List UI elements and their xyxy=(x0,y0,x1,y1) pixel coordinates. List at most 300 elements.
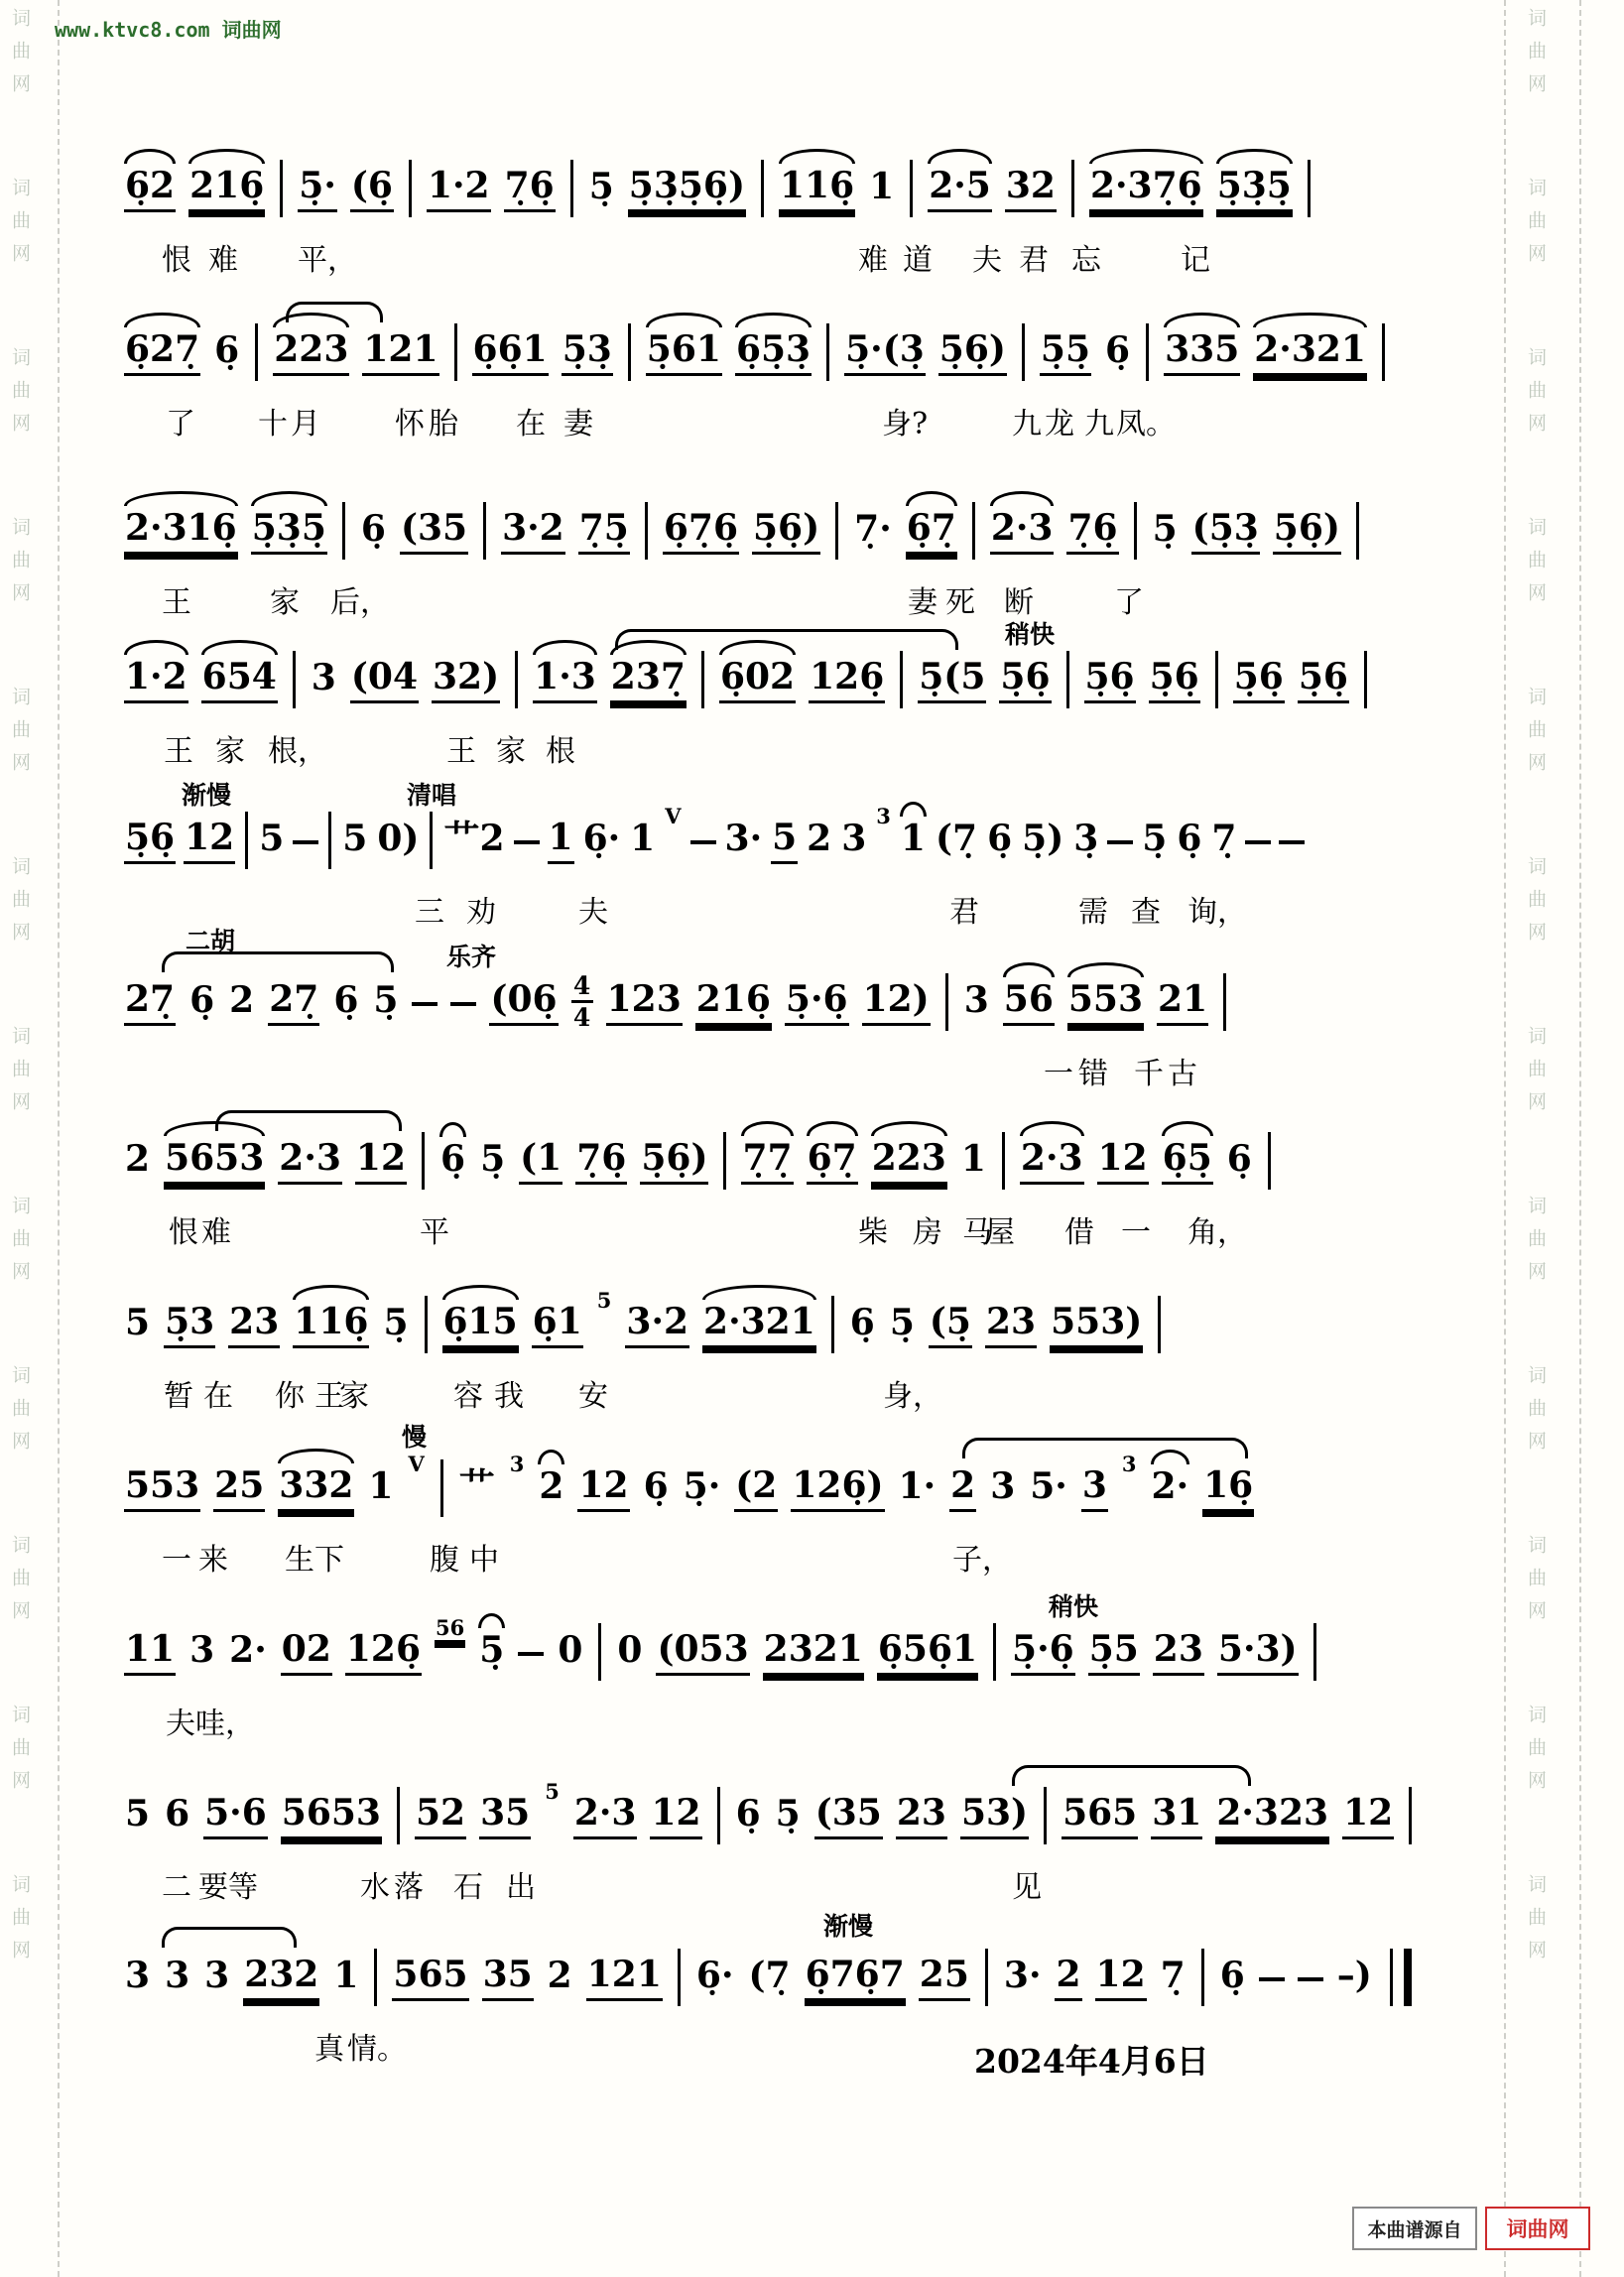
note-token: 3 xyxy=(1081,1465,1108,1512)
note-token: 7̣6̣ xyxy=(1066,508,1118,555)
note-token: 5̣6̣) xyxy=(752,508,820,555)
note-token: 5̣3 xyxy=(164,1302,215,1348)
lyric-syllable: 下 xyxy=(314,1543,344,1578)
note-token: 2·3 xyxy=(990,508,1055,555)
duration-dash xyxy=(518,1652,544,1656)
note-token: (053 xyxy=(656,1629,749,1676)
watermark-column-left: 词曲网 词曲网 词曲网 词曲网 词曲网 词曲网 词曲网 词曲网 词曲网 词曲网 词曲网 词曲网 xyxy=(9,8,31,2044)
time-signature-upper: 4 xyxy=(572,970,591,1000)
note-token: 3 xyxy=(841,818,867,859)
note-token: 5̣ xyxy=(478,1630,505,1674)
note-token: 5̣ xyxy=(889,1302,915,1343)
tempo-mark: 渐慢 xyxy=(823,1912,874,1941)
note-token: 126̣ xyxy=(345,1629,422,1676)
duration-dash xyxy=(1107,840,1133,844)
lyric-syllable: 安 xyxy=(578,1379,608,1414)
note-token: 3 xyxy=(189,1629,215,1671)
note-token: 3 xyxy=(311,657,336,698)
music-system xyxy=(124,1424,1414,1582)
barline xyxy=(1382,323,1385,381)
note-token: 23 xyxy=(228,1302,280,1348)
note-token: 223 xyxy=(273,329,349,376)
music-system xyxy=(124,1913,1414,2072)
barline xyxy=(570,160,573,217)
note-token: 6̣7̣ xyxy=(807,1138,858,1185)
barline xyxy=(1409,1787,1412,1844)
slur-arc xyxy=(735,313,812,327)
note-token: (04 xyxy=(350,657,419,703)
note-token: 5̣6̣ xyxy=(1084,657,1136,703)
note-token: 5 xyxy=(259,818,285,859)
note-token: 1 xyxy=(900,819,927,862)
lyric-syllable: 平， xyxy=(298,243,357,278)
slur-arc xyxy=(1089,149,1203,164)
slur-arc xyxy=(293,1285,369,1300)
note-token: 02 xyxy=(281,1629,332,1676)
note-token: 5̣6̣ xyxy=(124,818,176,864)
lyric-syllable: 需 xyxy=(1078,895,1108,930)
lyric-syllable: 家 xyxy=(215,734,245,769)
note-token: 216̣ xyxy=(188,166,265,212)
notation-row xyxy=(124,1949,1412,2006)
lyric-syllable: 胎 xyxy=(429,407,458,442)
lyric-syllable: 一 xyxy=(162,1543,191,1578)
lyric-syllable: 情。 xyxy=(347,2032,407,2067)
note-token: 2321 xyxy=(763,1629,864,1676)
note-token: 23 xyxy=(985,1302,1037,1348)
slur-arc xyxy=(478,1613,505,1628)
note-token: (35 xyxy=(814,1793,883,1839)
note-token: 123 xyxy=(606,979,683,1026)
barline xyxy=(1044,1787,1047,1844)
note-token: 35 xyxy=(479,1793,531,1839)
note-token: 6̣ xyxy=(849,1302,875,1343)
lyric-syllable: 千 xyxy=(1134,1057,1164,1091)
lyric-syllable: 柴 xyxy=(858,1215,888,1250)
duration-dash xyxy=(450,1002,476,1006)
note-token: 6̣5̣3̣ xyxy=(735,329,812,376)
barline xyxy=(1158,1296,1161,1353)
slur-arc xyxy=(442,1285,519,1300)
note-token: 126̣) xyxy=(791,1465,884,1512)
note-token: 2·5 xyxy=(928,166,992,212)
lyric-syllable: 月 xyxy=(291,407,320,442)
duration-dash xyxy=(1279,840,1305,844)
barline xyxy=(761,160,764,217)
note-token: 6̣ xyxy=(214,329,240,371)
phrase-slur-arc xyxy=(962,1438,1248,1458)
notation-row xyxy=(124,502,1361,560)
slur-arc xyxy=(538,1450,564,1464)
note-token: 332 xyxy=(278,1465,354,1512)
note-token: 6̣76̣7 xyxy=(805,1955,906,2001)
lyric-syllable: 马 xyxy=(962,1215,992,1250)
note-token: 7̣ xyxy=(1160,1955,1186,1996)
note-token: 6̣ xyxy=(439,1139,466,1183)
lyric-syllable: 君 xyxy=(1019,243,1049,278)
note-token: 6̣ xyxy=(1177,818,1202,859)
lyric-syllable: 恨 xyxy=(169,1215,198,1250)
music-system xyxy=(124,615,1414,774)
note-token: 237̣ xyxy=(610,657,687,703)
note-token: 6̣15 xyxy=(442,1302,519,1348)
note-token: 12 xyxy=(1097,1138,1149,1185)
site-badge-link[interactable]: 词曲网 xyxy=(1485,2207,1590,2250)
barline xyxy=(328,812,331,869)
note-token: 2·323 xyxy=(1215,1793,1329,1839)
slur-arc xyxy=(278,1449,354,1463)
lyric-syllable: 断 xyxy=(1004,585,1034,620)
lyric-syllable: 身? xyxy=(882,407,929,442)
note-token: 5̣(5 xyxy=(918,657,986,703)
note-token: 5̣6̣) xyxy=(640,1138,708,1185)
barline xyxy=(280,160,283,217)
note-token: 553 xyxy=(1067,979,1144,1026)
note-token: 5653 xyxy=(164,1138,265,1185)
slur-arc xyxy=(928,149,992,164)
notation-row xyxy=(124,970,1228,1032)
note-token: (5̣3̣ xyxy=(1191,508,1260,555)
lyric-syllable: 二 xyxy=(162,1870,191,1905)
note-token: 2·37̣6̣ xyxy=(1089,166,1203,212)
lyric-syllable: 凤。 xyxy=(1116,407,1176,442)
note-token: 5̣6̣) xyxy=(938,329,1007,376)
note-token: 7̣6̣ xyxy=(575,1138,627,1185)
note-token: 3· xyxy=(724,818,763,859)
lyric-syllable: 哇， xyxy=(195,1707,255,1741)
site-url-link[interactable]: www.ktvc8.com 词曲网 xyxy=(55,18,282,42)
note-token: 1·2 xyxy=(124,657,188,703)
note-token: 6̣2 xyxy=(124,166,176,212)
lyric-syllable: 子， xyxy=(952,1543,1012,1578)
note-token: 553 xyxy=(124,1465,200,1512)
note-token: (6̣ xyxy=(350,166,394,212)
note-token: 7̣ xyxy=(1211,818,1237,859)
note-token: 5·6 xyxy=(203,1793,268,1839)
note-token: 2· xyxy=(1151,1466,1190,1510)
dashed-border-right-inner xyxy=(1504,0,1506,2277)
barline xyxy=(1134,502,1137,560)
note-token: 2·321 xyxy=(702,1302,816,1348)
note-token: 12 xyxy=(355,1138,407,1185)
lyric-syllable: 难 xyxy=(208,243,238,278)
barline xyxy=(1313,1623,1316,1681)
note-token: 232 xyxy=(243,1955,319,2001)
grace-note-token: 5 xyxy=(545,1779,560,1804)
note-token: 0) xyxy=(377,818,420,859)
note-token: 2·316̣ xyxy=(124,508,238,555)
lyric-syllable: 平 xyxy=(420,1215,449,1250)
note-token: 6̣· xyxy=(582,818,621,859)
note-token: 27̣ xyxy=(124,979,176,1026)
note-token: 12 xyxy=(1095,1955,1147,2001)
barline xyxy=(1071,160,1074,217)
barline xyxy=(831,1296,834,1353)
note-token: 2·3 xyxy=(278,1138,342,1185)
barline xyxy=(717,1787,720,1844)
note-token: 2·3 xyxy=(1020,1138,1084,1185)
note-token: 5̣6̣ xyxy=(1233,657,1285,703)
lyric-syllable: 家 xyxy=(496,734,526,769)
note-token: (5̣ xyxy=(929,1302,972,1348)
barline xyxy=(430,812,433,869)
note-token: 126̣ xyxy=(809,657,885,703)
lyric-syllable: 真 xyxy=(314,2032,344,2067)
slur-arc xyxy=(251,491,327,506)
note-token: 25 xyxy=(919,1955,970,2001)
phrase-slur-arc xyxy=(162,1927,297,1948)
note-token: 32) xyxy=(432,657,500,703)
duration-dash xyxy=(1259,1977,1285,1981)
barline xyxy=(1022,323,1025,381)
notation-row xyxy=(124,1452,1254,1517)
duration-dash xyxy=(514,840,540,844)
note-token: 1·3 xyxy=(533,657,597,703)
note-token: 3̣ xyxy=(1073,818,1099,859)
lyric-syllable: 劝 xyxy=(466,895,496,930)
slur-arc xyxy=(807,1121,858,1136)
note-token: 2 xyxy=(547,1955,572,1996)
notation-row xyxy=(124,1615,1318,1681)
phrase-slur-arc xyxy=(162,951,394,972)
note-token: 1 xyxy=(960,1138,986,1180)
lyric-syllable: 记 xyxy=(1181,243,1210,278)
note-token: 1 xyxy=(333,1955,359,1996)
barline xyxy=(835,502,838,560)
lyric-syllable: 来 xyxy=(198,1543,228,1578)
lyric-syllable: 房 xyxy=(913,1215,942,1250)
duration-dash xyxy=(293,840,318,844)
note-token: 7̣· xyxy=(854,508,892,550)
slur-arc xyxy=(990,491,1055,506)
note-token: 6̣ xyxy=(189,979,215,1021)
note-token: 5̣· xyxy=(298,166,337,212)
tempo-mark: 稍快 xyxy=(1005,620,1056,649)
note-token: 5·3) xyxy=(1217,1629,1299,1676)
note-token: 6̣7̣6̣ xyxy=(663,508,739,555)
lyric-syllable: 询， xyxy=(1187,895,1247,930)
barline xyxy=(985,1949,988,2006)
lyric-syllable: 要 xyxy=(198,1870,228,1905)
note-token: 2 xyxy=(229,979,255,1021)
lyric-syllable: 借 xyxy=(1064,1215,1094,1250)
duration-dash xyxy=(412,1002,437,1006)
music-system xyxy=(124,927,1414,1096)
grace-note-token: 3 xyxy=(876,804,891,828)
barline xyxy=(1268,1132,1271,1190)
lyric-syllable: 在 xyxy=(203,1379,233,1414)
barline xyxy=(1002,1132,1005,1190)
note-token: 16̣ xyxy=(1202,1465,1254,1512)
note-token: 23 xyxy=(1153,1629,1204,1676)
note-token: 5̣ xyxy=(373,979,399,1021)
note-token: 5 xyxy=(125,1793,151,1834)
note-token: 3 xyxy=(963,979,989,1021)
note-token: 0 xyxy=(558,1629,583,1671)
music-system xyxy=(124,288,1414,446)
slur-arc xyxy=(906,491,957,506)
note-token: 553) xyxy=(1050,1302,1143,1348)
note-token: 52 xyxy=(415,1793,466,1839)
note-token: 35 xyxy=(482,1955,534,2001)
note-token: 12 xyxy=(1342,1793,1394,1839)
barline xyxy=(483,502,486,560)
note-token: 1·2 xyxy=(427,166,491,212)
slur-arc xyxy=(188,149,265,164)
barline xyxy=(993,1623,996,1681)
tempo-mark: 清唱 xyxy=(407,781,457,810)
barline xyxy=(972,502,975,560)
lyric-syllable: 后， xyxy=(330,585,390,620)
slur-arc xyxy=(779,149,855,164)
lyric-syllable: 我 xyxy=(494,1379,524,1414)
time-signature xyxy=(571,970,593,1032)
note-token: 5653 xyxy=(281,1793,382,1839)
barline xyxy=(598,1623,601,1681)
slur-arc xyxy=(1253,313,1367,327)
barline xyxy=(1066,651,1069,708)
music-system xyxy=(124,1096,1414,1255)
barline xyxy=(1308,160,1311,217)
lyric-syllable: 家 xyxy=(339,1379,369,1414)
note-token: 6̣6̣1 xyxy=(472,329,549,376)
note-token: 艹2 xyxy=(443,818,505,859)
slur-arc xyxy=(871,1121,947,1136)
lyric-syllable: 古 xyxy=(1168,1057,1197,1091)
note-token: 335 xyxy=(1164,329,1240,376)
note-token: 5̣6̣ xyxy=(1298,657,1349,703)
note-token: 艹 xyxy=(458,1465,495,1507)
grace-note-token: 3 xyxy=(509,1452,525,1476)
notation-row xyxy=(124,160,1312,217)
note-token: 2 xyxy=(807,818,832,859)
lyric-syllable: 角， xyxy=(1187,1215,1247,1250)
lyric-syllable: 水 xyxy=(360,1870,390,1905)
note-token: 12 xyxy=(577,1465,629,1512)
phrase-slur-arc xyxy=(1012,1765,1251,1786)
slur-arc xyxy=(741,1121,793,1136)
lyric-syllable: 了 xyxy=(1114,585,1144,620)
note-token: 31 xyxy=(1151,1793,1202,1839)
notation-row xyxy=(124,804,1305,869)
notation-row xyxy=(124,1132,1273,1190)
tempo-mark: 二胡 xyxy=(186,927,236,955)
barline xyxy=(826,323,829,381)
note-token: 5̣6̣) xyxy=(1273,508,1341,555)
note-token: 6̣ xyxy=(735,1793,761,1834)
lyric-syllable: 夫 xyxy=(972,243,1002,278)
note-token: 121 xyxy=(586,1955,663,2001)
note-token: (06̣ xyxy=(489,979,558,1026)
music-system xyxy=(124,1260,1414,1419)
note-token: 6̣ xyxy=(1105,329,1131,371)
note-token: 5̣· xyxy=(683,1465,721,1507)
slur-arc xyxy=(702,1285,816,1300)
dashed-border-left xyxy=(58,0,60,2277)
lyric-syllable: 家 xyxy=(270,585,300,620)
note-token: 5̣ xyxy=(775,1793,801,1834)
note-token: 6̣ xyxy=(1226,1138,1252,1180)
note-token: 3 xyxy=(165,1955,190,1996)
music-system xyxy=(124,1587,1414,1746)
note-token: 3 xyxy=(990,1465,1016,1507)
lyric-syllable: 腹 xyxy=(430,1543,459,1578)
watermark-column-right: 词曲网 词曲网 词曲网 词曲网 词曲网 词曲网 词曲网 词曲网 词曲网 词曲网 词曲网 词曲网 xyxy=(1525,8,1547,2044)
notation-row xyxy=(124,1779,1414,1844)
note-token: 5̣ xyxy=(588,166,614,207)
slur-arc xyxy=(1003,962,1055,977)
music-system xyxy=(124,1751,1414,1910)
barline xyxy=(900,651,903,708)
slur-arc xyxy=(1216,149,1293,164)
note-token: 1 xyxy=(368,1465,394,1507)
lyric-syllable: 一 xyxy=(1121,1215,1151,1250)
lyric-syllable: 难 xyxy=(201,1215,231,1250)
date-text: 2024年4月6日 xyxy=(974,2042,1209,2081)
lyric-syllable: 中 xyxy=(469,1543,499,1578)
barline xyxy=(245,812,248,869)
lyric-syllable: 龙 xyxy=(1045,407,1074,442)
barline xyxy=(342,502,345,560)
grace-note-token: V xyxy=(408,1452,425,1476)
barline xyxy=(422,1132,425,1190)
note-token: 2 xyxy=(1055,1955,1081,2001)
barline xyxy=(425,1296,428,1353)
note-token: 2·3 xyxy=(573,1793,638,1839)
lyric-syllable: 身， xyxy=(883,1379,942,1414)
lyric-syllable: 王 xyxy=(164,734,193,769)
lyric-syllable: 死 xyxy=(945,585,975,620)
barline xyxy=(628,323,631,381)
notation-row xyxy=(124,1288,1163,1353)
note-token: 5· xyxy=(1030,1465,1067,1507)
note-token: 7̣5̣ xyxy=(578,508,630,555)
slur-arc xyxy=(1020,1121,1084,1136)
note-token: 5̣ xyxy=(1142,818,1168,859)
note-token: 121 xyxy=(362,329,438,376)
note-token: 5̣) xyxy=(1022,818,1064,859)
lyric-syllable: 根， xyxy=(268,734,327,769)
final-barline xyxy=(1390,1949,1412,2006)
note-token: 3 xyxy=(125,1955,151,1996)
note-token: 223 xyxy=(871,1138,947,1185)
note-token: 7̣6̣ xyxy=(504,166,556,212)
note-token: 5̣ xyxy=(480,1138,506,1180)
lyric-syllable: 落 xyxy=(394,1870,424,1905)
grace-note-token: 56 xyxy=(435,1615,465,1643)
lyric-syllable: 王 xyxy=(314,1379,344,1414)
lyric-syllable: 见 xyxy=(1012,1870,1042,1905)
lyric-syllable: 道 xyxy=(903,243,933,278)
note-token: 6̣56̣1 xyxy=(877,1629,978,1676)
note-token: (35 xyxy=(400,508,468,555)
note-token: 2· xyxy=(229,1629,267,1671)
note-token: 6̣7̣ xyxy=(906,508,957,555)
slur-arc xyxy=(646,313,722,327)
lyric-syllable: 暂 xyxy=(164,1379,193,1414)
note-token: 6̣1 xyxy=(532,1302,583,1348)
note-token: 1· xyxy=(898,1465,937,1507)
slur-arc xyxy=(124,491,238,506)
note-token: 27̣ xyxy=(268,979,319,1026)
note-token: 6̣ xyxy=(333,979,359,1021)
duration-dash xyxy=(1298,1977,1323,1981)
note-token: 3·2 xyxy=(501,508,565,555)
lyric-syllable: 屋 xyxy=(985,1215,1015,1250)
note-token: 5̣6̣ xyxy=(999,657,1051,703)
lyric-syllable: 王 xyxy=(162,585,191,620)
note-token: 6̣ xyxy=(360,508,386,550)
